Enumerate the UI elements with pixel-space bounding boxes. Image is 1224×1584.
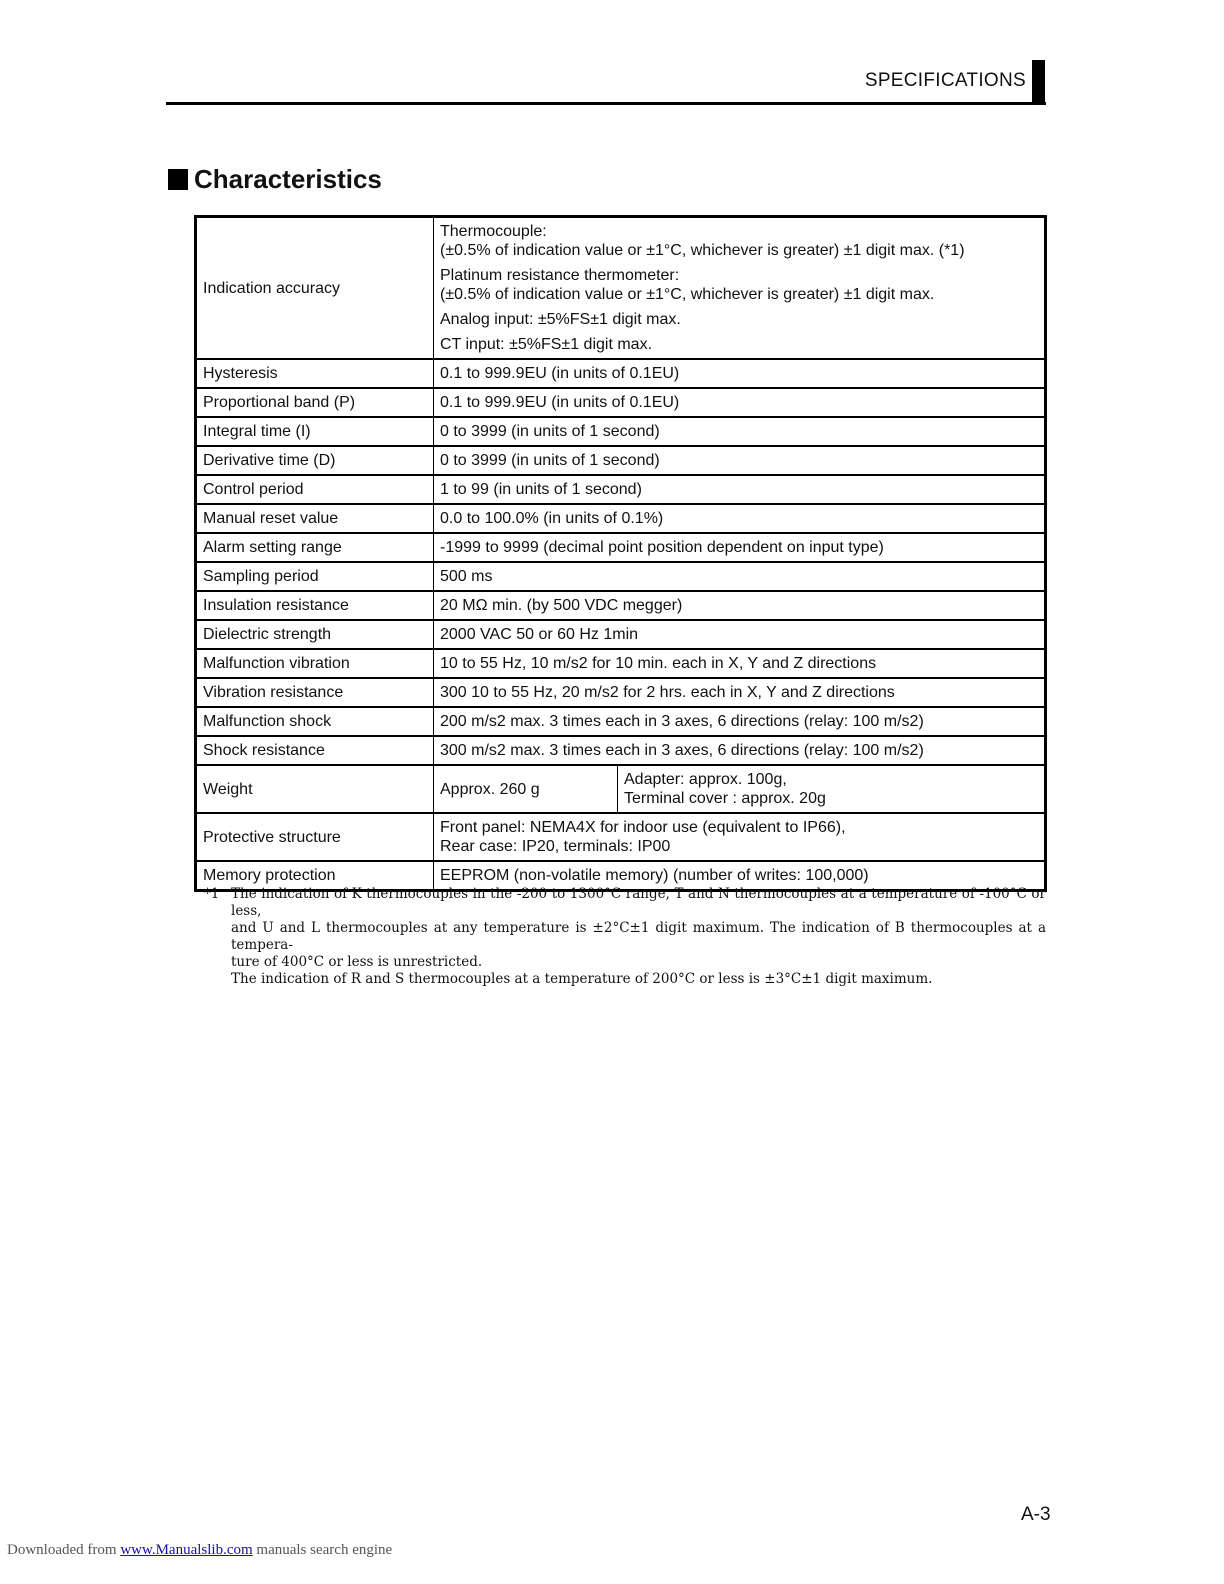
table-row [196,504,1046,533]
download-footer [7,1542,392,1559]
protective-line: Rear case: IP20, terminals: IP00 [440,838,671,855]
weight-extra-line: Terminal cover : approx. 20g [624,790,826,807]
accuracy-block [440,222,1038,260]
accuracy-line: (±0.5% of indication value or ±1°C, whichever is greater) ±1 digit max. (*1) [440,242,965,259]
row-label: Dielectric strength [196,620,434,649]
row-label: Malfunction vibration [196,649,434,678]
row-label: Shock resistance [196,736,434,765]
table-row [196,707,1046,736]
row-value: 10 to 55 Hz, 10 m/s2 for 10 min. each in X, Y and Z directions [434,649,1046,678]
footnote-line: The indication of R and S thermocouples at a temperature of 200°C or less is ±3°C±1 digit maximum. [231,971,933,987]
row-label: Memory protection [196,861,434,891]
row-value: EEPROM (non-volatile memory) (number of writes: 100,000) [434,861,1046,891]
row-value: 0.1 to 999.9EU (in units of 0.1EU) [434,359,1046,388]
table-row [196,417,1046,446]
table-row [196,388,1046,417]
row-value: 200 m/s2 max. 3 times each in 3 axes, 6 directions (relay: 100 m/s2) [434,707,1046,736]
row-label: Insulation resistance [196,591,434,620]
row-value: 300 10 to 55 Hz, 20 m/s2 for 2 hrs. each in X, Y and Z directions [434,678,1046,707]
row-label: Manual reset value [196,504,434,533]
footnote-mark: *1 [204,886,220,902]
footnote-line: and U and L thermocouples at any temperature is ±2°C±1 digit maximum. The indication of B thermocouples at a tempera- [231,920,1046,953]
accuracy-cell [434,217,1046,360]
row-label: Indication accuracy [196,217,434,360]
download-prefix: Downloaded from [7,1542,117,1558]
table-row [196,359,1046,388]
row-value: -1999 to 9999 (decimal point position dependent on input type) [434,533,1046,562]
table-row [196,533,1046,562]
accuracy-line: CT input: ±5%FS±1 digit max. [440,336,653,353]
row-label: Protective structure [196,813,434,861]
row-label: Malfunction shock [196,707,434,736]
table-row [196,591,1046,620]
row-label: Alarm setting range [196,533,434,562]
running-header: SPECIFICATIONS [864,70,1026,91]
table-row [196,765,1046,813]
header-rule [166,102,1046,105]
row-label: Control period [196,475,434,504]
protective-cell [434,813,1046,861]
row-label: Vibration resistance [196,678,434,707]
row-value: 0.0 to 100.0% (in units of 0.1%) [434,504,1046,533]
footnote-line: The indication of K thermocouples in the -200 to 1300°C range, T and N thermocouples at a temperature of -100°C or less, [231,886,1046,919]
row-value: 0.1 to 999.9EU (in units of 0.1EU) [434,388,1046,417]
weight-extra-cell [618,765,1046,813]
row-value: Approx. 260 g [434,765,618,813]
square-bullet-icon [168,169,188,190]
protective-line: Front panel: NEMA4X for indoor use (equivalent to IP66), [440,819,846,836]
table-row [196,678,1046,707]
accuracy-line: (±0.5% of indication value or ±1°C, whichever is greater) ±1 digit max. [440,286,935,303]
table-row [196,736,1046,765]
row-label: Integral time (I) [196,417,434,446]
row-value: 1 to 99 (in units of 1 second) [434,475,1046,504]
table-row [196,217,1046,360]
table-row [196,446,1046,475]
row-value: 0 to 3999 (in units of 1 second) [434,446,1046,475]
accuracy-block [440,335,1038,354]
row-value: 300 m/s2 max. 3 times each in 3 axes, 6 directions (relay: 100 m/s2) [434,736,1046,765]
row-value: 0 to 3999 (in units of 1 second) [434,417,1046,446]
table-row [196,620,1046,649]
row-label: Derivative time (D) [196,446,434,475]
accuracy-line: Thermocouple: [440,223,547,240]
header-tab-marker [1032,60,1045,105]
row-value: 500 ms [434,562,1046,591]
characteristics-table [194,215,1047,892]
table-row [196,562,1046,591]
table-row [196,813,1046,861]
accuracy-line: Analog input: ±5%FS±1 digit max. [440,311,681,328]
row-value: 2000 VAC 50 or 60 Hz 1min [434,620,1046,649]
download-suffix: manuals search engine [256,1542,393,1558]
table-row [196,475,1046,504]
footnote [204,886,1046,988]
row-value: 20 MΩ min. (by 500 VDC megger) [434,591,1046,620]
accuracy-block [440,266,1038,304]
section-title-text: Characteristics [194,164,382,194]
row-label: Proportional band (P) [196,388,434,417]
footnote-line: ture of 400°C or less is unrestricted. [231,954,483,970]
section-title [168,164,382,195]
row-label: Sampling period [196,562,434,591]
accuracy-block [440,310,1038,329]
manualslib-link[interactable]: www.Manualslib.com [120,1542,253,1558]
page-number: A-3 [1021,1504,1051,1525]
row-label: Hysteresis [196,359,434,388]
weight-extra-line: Adapter: approx. 100g, [624,771,787,788]
table-row [196,649,1046,678]
footnote-text [231,886,1046,988]
row-label: Weight [196,765,434,813]
accuracy-line: Platinum resistance thermometer: [440,267,680,284]
